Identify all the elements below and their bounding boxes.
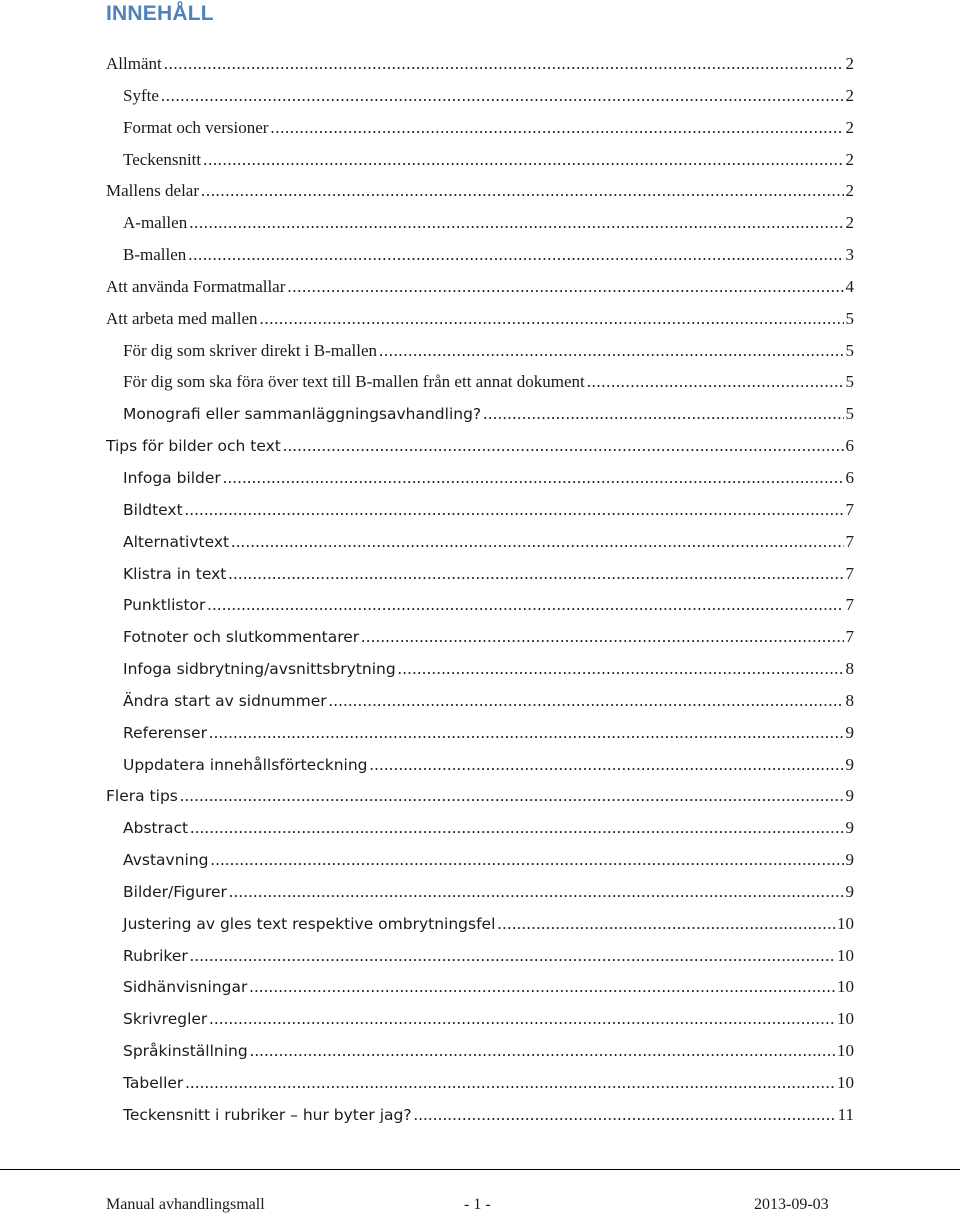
toc-entry-title: Att använda Formatmallar (106, 276, 286, 296)
toc-entry-page-number: 2 (845, 181, 854, 201)
toc-entry[interactable] (106, 1099, 854, 1131)
toc-entry-page-number: 8 (845, 690, 854, 710)
toc-entry[interactable] (106, 876, 854, 908)
toc-entry-title: A-mallen (123, 213, 188, 233)
toc-entry-title: Språkinställning (123, 1042, 248, 1061)
toc-entry-title: Skrivregler (123, 1010, 208, 1029)
toc-entry[interactable] (106, 1067, 854, 1099)
toc-entry[interactable] (106, 940, 854, 972)
toc-entry-page-number: 2 (845, 54, 854, 73)
toc-entry[interactable] (106, 48, 854, 80)
toc-dot-leader (207, 589, 843, 621)
toc-entry[interactable] (106, 780, 854, 812)
toc-entry[interactable] (106, 717, 854, 749)
toc-entry[interactable] (106, 207, 854, 239)
toc-dot-leader (209, 717, 844, 749)
toc-entry-title: Allmänt (106, 54, 162, 73)
toc-dot-leader (379, 335, 843, 367)
toc-entry[interactable] (106, 558, 854, 590)
toc-entry-page-number: 7 (845, 499, 854, 519)
toc-entry-title: Bildtext (123, 500, 183, 519)
toc-entry-page-number: 2 (845, 85, 854, 105)
toc-entry[interactable] (106, 430, 854, 462)
toc-entry[interactable] (106, 685, 854, 717)
footer-page-number: - 1 - (464, 1196, 491, 1213)
toc-entry-page-number: 10 (837, 945, 854, 965)
toc-entry-title: Fotnoter och slutkommentarer (123, 628, 360, 647)
toc-entry[interactable] (106, 271, 854, 303)
toc-dot-leader (249, 971, 835, 1003)
toc-entry-title: Ändra start av sidnummer (123, 691, 327, 710)
toc-entry[interactable] (106, 621, 854, 653)
toc-entry-page-number: 8 (845, 659, 854, 679)
toc-entry-title: Tips för bilder och text (106, 437, 281, 456)
toc-entry[interactable] (106, 112, 854, 144)
toc-entry[interactable] (106, 335, 854, 367)
footer-date: 2013-09-03 (754, 1196, 829, 1213)
toc-dot-leader (398, 653, 844, 685)
toc-dot-leader (223, 462, 844, 494)
toc-entry-page-number: 9 (845, 722, 854, 742)
toc-entry-page-number: 7 (845, 531, 854, 551)
toc-entry[interactable] (106, 1003, 854, 1035)
toc-entry[interactable] (106, 1035, 854, 1067)
toc-entry[interactable] (106, 144, 854, 176)
toc-entry[interactable] (106, 749, 854, 781)
toc-dot-leader (483, 398, 843, 430)
toc-dot-leader (188, 239, 843, 271)
toc-entry-title: För dig som ska föra över text till B-mallen från ett annat dokument (123, 372, 585, 392)
toc-entry-title: Klistra in text (123, 564, 227, 583)
toc-entry[interactable] (106, 494, 854, 526)
toc-entry-page-number: 10 (837, 1073, 854, 1092)
toc-dot-leader (270, 112, 843, 144)
toc-dot-leader (164, 48, 844, 80)
toc-entry-page-number: 9 (845, 754, 854, 774)
toc-entry-page-number: 10 (837, 1041, 854, 1061)
toc-entry-page-number: 10 (837, 913, 854, 933)
toc-entry[interactable] (106, 589, 854, 621)
toc-dot-leader (250, 1035, 835, 1067)
toc-entry-title: Alternativtext (123, 532, 230, 551)
toc-entry[interactable] (106, 526, 854, 558)
toc-entry-page-number: 7 (845, 627, 854, 647)
toc-dot-leader (231, 526, 843, 558)
toc-dot-leader (201, 175, 844, 207)
toc-entry-page-number: 9 (845, 818, 854, 838)
toc-dot-leader (329, 685, 844, 717)
toc-dot-leader (185, 1067, 835, 1099)
toc-entry-page-number: 10 (837, 1009, 854, 1029)
toc-dot-leader (209, 1003, 835, 1035)
toc-entry-title: Att arbeta med mallen (106, 308, 258, 328)
toc-entry-title: Mallens delar (106, 181, 199, 201)
toc-entry[interactable] (106, 908, 854, 940)
toc-dot-leader (370, 749, 844, 781)
toc-entry-page-number: 11 (837, 1104, 854, 1124)
toc-entry-title: Syfte (123, 85, 159, 105)
toc-entry-title: För dig som skriver direkt i B-mallen (123, 340, 378, 360)
toc-entry[interactable] (106, 80, 854, 112)
toc-dot-leader (229, 876, 844, 908)
toc-entry-title: Sidhänvisningar (123, 978, 248, 997)
toc-entry[interactable] (106, 462, 854, 494)
toc-dot-leader (211, 844, 844, 876)
toc-entry[interactable] (106, 398, 854, 430)
toc-entry-title: B-mallen (123, 245, 187, 265)
toc-entry-title: Abstract (123, 819, 189, 838)
toc-dot-leader (228, 558, 843, 590)
toc-entry-page-number: 7 (845, 595, 854, 615)
toc-entry-title: Referenser (123, 723, 207, 742)
footer-divider (0, 1169, 960, 1170)
toc-dot-leader (180, 780, 844, 812)
toc-entry-page-number: 6 (845, 467, 854, 487)
toc-entry-title: Teckensnitt (123, 149, 202, 169)
toc-entry-page-number: 7 (845, 563, 854, 583)
toc-entry-page-number: 2 (845, 149, 854, 169)
toc-entry-title: Uppdatera innehållsförteckning (123, 755, 368, 774)
toc-entry-title: Monografi eller sammanläggningsavhandling? (123, 405, 482, 424)
toc-dot-leader (190, 812, 843, 844)
toc-entry-title: Format och versioner (123, 117, 269, 137)
toc-entry-page-number: 6 (845, 436, 854, 456)
toc-entry-title: Infoga sidbrytning/avsnittsbrytning (123, 660, 396, 679)
toc-dot-leader (587, 366, 844, 398)
toc-entry[interactable] (106, 653, 854, 685)
toc-dot-leader (283, 430, 844, 462)
toc-entry-page-number: 10 (837, 977, 854, 997)
toc-dot-leader (287, 271, 843, 303)
toc-dot-leader (361, 621, 843, 653)
toc-dot-leader (414, 1099, 836, 1131)
toc-dot-leader (161, 80, 844, 112)
toc-entry-title: Teckensnitt i rubriker – hur byter jag? (123, 1105, 412, 1124)
toc-dot-leader (189, 207, 843, 239)
toc-entry-page-number: 9 (845, 881, 854, 901)
toc-entry-page-number: 5 (845, 340, 854, 360)
page-title: INNEHÅLL (106, 2, 214, 25)
toc-entry[interactable] (106, 175, 854, 207)
toc-entry-page-number: 5 (845, 404, 854, 424)
toc-entry[interactable] (106, 971, 854, 1003)
toc-entry-page-number: 2 (845, 213, 854, 233)
toc-entry-page-number: 2 (845, 117, 854, 137)
toc-entry-title: Flera tips (106, 787, 178, 806)
footer-document-title: Manual avhandlingsmall (106, 1196, 265, 1213)
toc-entry-page-number: 4 (845, 276, 854, 296)
toc-entry-page-number: 9 (845, 786, 854, 806)
toc-entry[interactable] (106, 239, 854, 271)
toc-entry-title: Justering av gles text respektive ombrytningsfel (123, 914, 496, 933)
toc-entry-title: Tabeller (123, 1074, 184, 1092)
toc-entry[interactable] (106, 812, 854, 844)
toc-entry-title: Rubriker (123, 946, 188, 965)
toc-dot-leader (190, 940, 835, 972)
toc-dot-leader (203, 144, 843, 176)
toc-entry[interactable] (106, 303, 854, 335)
toc-entry-title: Punktlistor (123, 596, 206, 615)
table-of-contents (106, 48, 854, 1131)
toc-entry-title: Bilder/Figurer (123, 882, 227, 901)
toc-dot-leader (497, 908, 835, 940)
toc-entry-page-number: 3 (845, 245, 854, 265)
toc-entry[interactable] (106, 844, 854, 876)
toc-entry-title: Infoga bilder (123, 468, 221, 487)
toc-entry-page-number: 9 (845, 850, 854, 870)
toc-dot-leader (260, 303, 844, 335)
toc-entry-page-number: 5 (845, 308, 854, 328)
toc-entry[interactable] (106, 366, 854, 398)
toc-entry-page-number: 5 (845, 372, 854, 392)
toc-dot-leader (185, 494, 844, 526)
toc-entry-title: Avstavning (123, 851, 209, 870)
